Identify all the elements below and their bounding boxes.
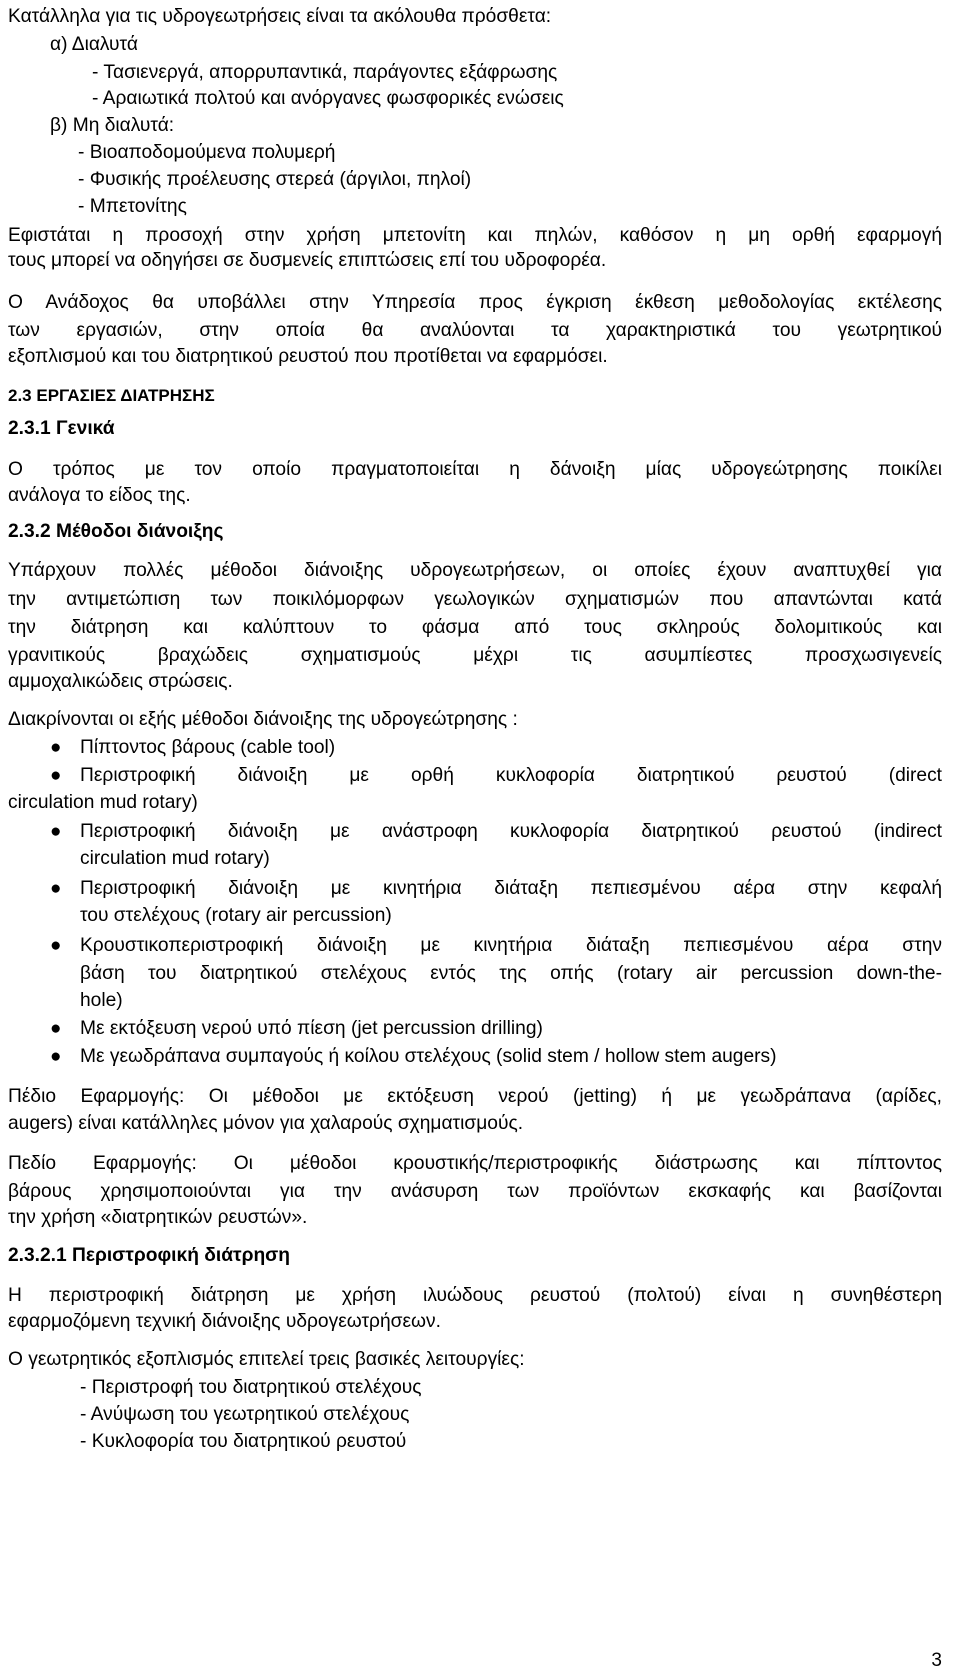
bullet-icon: ● [50, 1046, 62, 1067]
functions-intro: Ο γεωτρητικός εξοπλισμός επιτελεί τρεις βασικές λειτουργίες: [8, 1349, 525, 1370]
application-field-line: Πεδίο Εφαρμογής: Οι μέθοδοι κρουστικής/περιστροφικής διάστρωσης και πίπτοντος [8, 1153, 942, 1174]
method-item: Με εκτόξευση νερού υπό πίεση (jet percussion drilling) [80, 1018, 543, 1039]
method-item: Περιστροφική διάνοιξη με κινητήρια διάταξη πεπιεσμένου αέρα στην κεφαλή [80, 878, 942, 899]
function-item: - Κυκλοφορία του διατρητικού ρευστού [80, 1431, 407, 1452]
method-item: Περιστροφική διάνοιξη με ορθή κυκλοφορία διατρητικού ρευστού (direct [80, 765, 942, 786]
contractor-line: των εργασιών, στην οποία θα αναλύονται τα χαρακτηριστικά του γεωτρητικού [8, 320, 942, 341]
method-item: Πίπτοντος βάρους (cable tool) [80, 737, 336, 758]
bullet-icon: ● [50, 1018, 62, 1039]
contractor-line: εξοπλισμού και του διατρητικού ρευστού που προτίθεται να εφαρμόσει. [8, 346, 608, 367]
soluble-item: - Τασιενεργά, απορρυπαντικά, παράγοντες εξάφρωσης [92, 62, 558, 83]
paragraph-line: Ο τρόπος με τον οποίο πραγματοποιείται η δάνοιξη μίας υδρογεώτρησης ποικίλει [8, 459, 942, 480]
subsection-heading: 2.3.1 Γενικά [8, 418, 115, 439]
intro-line: Κατάλληλα για τις υδρογεωτρήσεις είναι τα ακόλουθα πρόσθετα: [8, 6, 552, 27]
paragraph-line: την αντιμετώπιση των ποικιλόμορφων γεωλογικών σχηματισμών που απαντώνται κατά [8, 589, 942, 610]
function-item: - Περιστροφή του διατρητικού στελέχους [80, 1377, 422, 1398]
insoluble-heading: β) Μη διαλυτά: [50, 115, 175, 136]
method-item: hole) [80, 990, 123, 1011]
subsection-heading: 2.3.2 Μέθοδοι διάνοιξης [8, 521, 224, 542]
paragraph-line: την διάτρηση και καλύπτουν το φάσμα από τους σκληρούς δολομιτικούς και [8, 617, 942, 638]
method-item: Με γεωδράπανα συμπαγούς ή κοίλου στελέχους (solid stem / hollow stem augers) [80, 1046, 777, 1067]
application-field-line: βάρους χρησιμοποιούνται για την ανάσυρση των προϊόντων εκσκαφής και βασίζονται [8, 1181, 942, 1202]
insoluble-item: - Βιοαποδομούμενα πολυμερή [78, 142, 336, 163]
application-field-line: την χρήση «διατρητικών ρευστών». [8, 1207, 308, 1228]
soluble-item: - Αραιωτικά πολτού και ανόργανες φωσφορικές ενώσεις [92, 88, 564, 109]
bullet-icon: ● [50, 878, 62, 899]
methods-intro: Διακρίνονται οι εξής μέθοδοι διάνοιξης της υδρογεώτρησης : [8, 709, 518, 730]
bullet-icon: ● [50, 935, 62, 956]
bullet-icon: ● [50, 765, 62, 786]
paragraph-line: γρανιτικούς βραχώδεις σχηματισμούς μέχρι τις ασυμπίεστες προσχωσιγενείς [8, 645, 942, 666]
method-item: circulation mud rotary) [8, 792, 198, 813]
application-field-line: Πέδιο Εφαρμογής: Οι μέθοδοι με εκτόξευση νερού (jetting) ή με γεωδράπανα (αρίδες, [8, 1086, 942, 1107]
function-item: - Ανύψωση του γεωτρητικού στελέχους [80, 1404, 410, 1425]
paragraph-line: ανάλογα το είδος της. [8, 485, 191, 506]
warning-line: τους μπορεί να οδηγήσει σε δυσμενείς επιπτώσεις επί του υδροφορέα. [8, 250, 607, 271]
method-item: Κρουστικοπεριστροφική διάνοιξη με κινητήρια διάταξη πεπιεσμένου αέρα στην [80, 935, 942, 956]
paragraph-line: Η περιστροφική διάτρηση με χρήση ιλυώδους ρευστού (πολτού) είναι η συνηθέστερη [8, 1285, 942, 1306]
bullet-icon: ● [50, 737, 62, 758]
section-heading: 2.3 ΕΡΓΑΣΙΕΣ ΔΙΑΤΡΗΣΗΣ [8, 386, 215, 405]
method-item: βάση του διατρητικού στελέχους εντός της οπής (rotary air percussion down-the- [80, 963, 942, 984]
bullet-icon: ● [50, 821, 62, 842]
method-item: circulation mud rotary) [80, 848, 270, 869]
method-item: του στελέχους (rotary air percussion) [80, 905, 392, 926]
insoluble-item: - Φυσικής προέλευσης στερεά (άργιλοι, πηλοί) [78, 169, 472, 190]
method-item: Περιστροφική διάνοιξη με ανάστροφη κυκλοφορία διατρητικού ρευστού (indirect [80, 821, 942, 842]
page-number: 3 [931, 1650, 942, 1671]
soluble-heading: α) Διαλυτά [50, 34, 138, 55]
contractor-line: Ο Ανάδοχος θα υποβάλλει στην Υπηρεσία προς έγκριση έκθεση μεθοδολογίας εκτέλεσης [8, 292, 942, 313]
paragraph-line: αμμοχαλικώδεις στρώσεις. [8, 671, 233, 692]
warning-line: Εφιστάται η προσοχή στην χρήση μπετονίτη και πηλών, καθόσον η μη ορθή εφαρμογή [8, 225, 942, 246]
paragraph-line: εφαρμοζόμενη τεχνική διάνοιξης υδρογεωτρήσεων. [8, 1311, 441, 1332]
subsection-heading: 2.3.2.1 Περιστροφική διάτρηση [8, 1245, 291, 1266]
application-field-line: augers) είναι κατάλληλες μόνον για χαλαρούς σχηματισμούς. [8, 1113, 524, 1134]
insoluble-item: - Μπετονίτης [78, 196, 187, 217]
paragraph-line: Υπάρχουν πολλές μέθοδοι διάνοιξης υδρογεωτρήσεων, οι οποίες έχουν αναπτυχθεί για [8, 560, 942, 581]
